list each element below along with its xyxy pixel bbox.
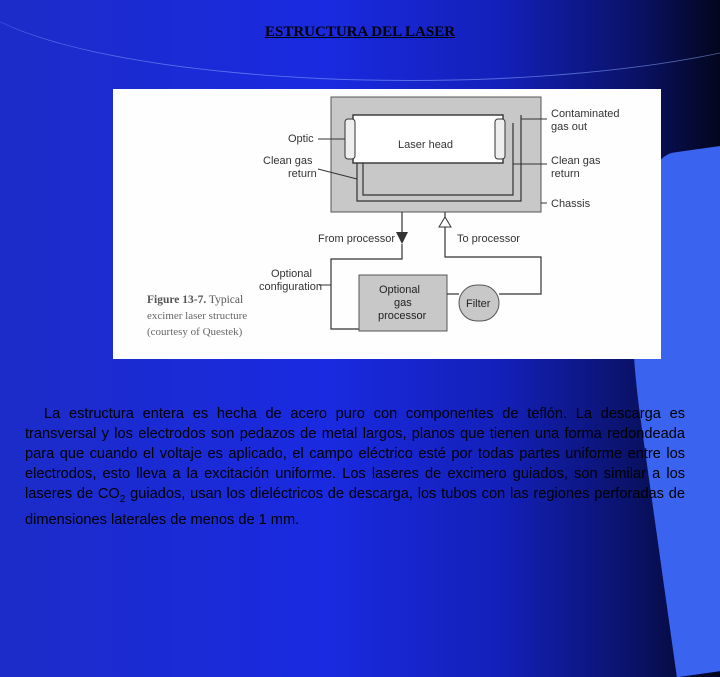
contaminated-label-2: gas out	[551, 121, 588, 133]
contaminated-label-1: Contaminated	[551, 108, 620, 120]
chassis-label: Chassis	[551, 198, 591, 210]
figure-caption-line2: excimer laser structure	[147, 310, 248, 322]
optional-config-label-1: Optional	[271, 268, 312, 280]
laser-head-label: Laser head	[398, 139, 454, 151]
figure-caption-line3: (courtesy of Questek)	[147, 326, 243, 338]
co2-subscript: 2	[119, 493, 126, 505]
gas-processor-label-2: gas	[394, 297, 412, 309]
filter-label: Filter	[466, 298, 491, 310]
laser-structure-figure	[113, 89, 661, 359]
slide-title: ESTRUCTURA DEL LASER	[264, 24, 456, 40]
figure-caption-rest: Typical	[206, 294, 244, 306]
body-text-part2: guiados, usan los dieléctricos de descarga, los tubos con las regiones perforadas de dimensiones laterales de menos de 1 mm.	[25, 486, 686, 528]
clean-gas-right-label-1: Clean gas	[551, 155, 601, 167]
clean-gas-right-label-2: return	[551, 168, 580, 180]
body-paragraph	[25, 404, 685, 530]
to-processor-label: To processor	[457, 233, 520, 245]
optional-config-label-2: configuration	[259, 281, 322, 293]
from-processor-label: From processor	[318, 233, 396, 245]
clean-gas-left-label-1: Clean gas	[263, 155, 313, 167]
optic-label: Optic	[288, 133, 314, 145]
figure-caption-line1	[147, 294, 243, 306]
figure-caption-bold: Figure 13-7.	[147, 294, 207, 306]
clean-gas-left-label-2: return	[288, 168, 317, 180]
gas-processor-label-1: Optional	[379, 284, 420, 296]
body-text-part1: La estructura entera es hecha de acero puro con componentes de teflón. La descarga es transversal y los electrodos son pedazos de metal largos, planos que tienen una forma redondeada para que cuando el voltaje es aplicado, el campo eléctrico esté por todas partes uniforme entre los electrodos, esto lleva a la excitación uniforme. Los laseres de excimero guiados, son similar a los laseres de CO	[25, 406, 685, 502]
gas-processor-label-3: processor	[378, 310, 427, 322]
